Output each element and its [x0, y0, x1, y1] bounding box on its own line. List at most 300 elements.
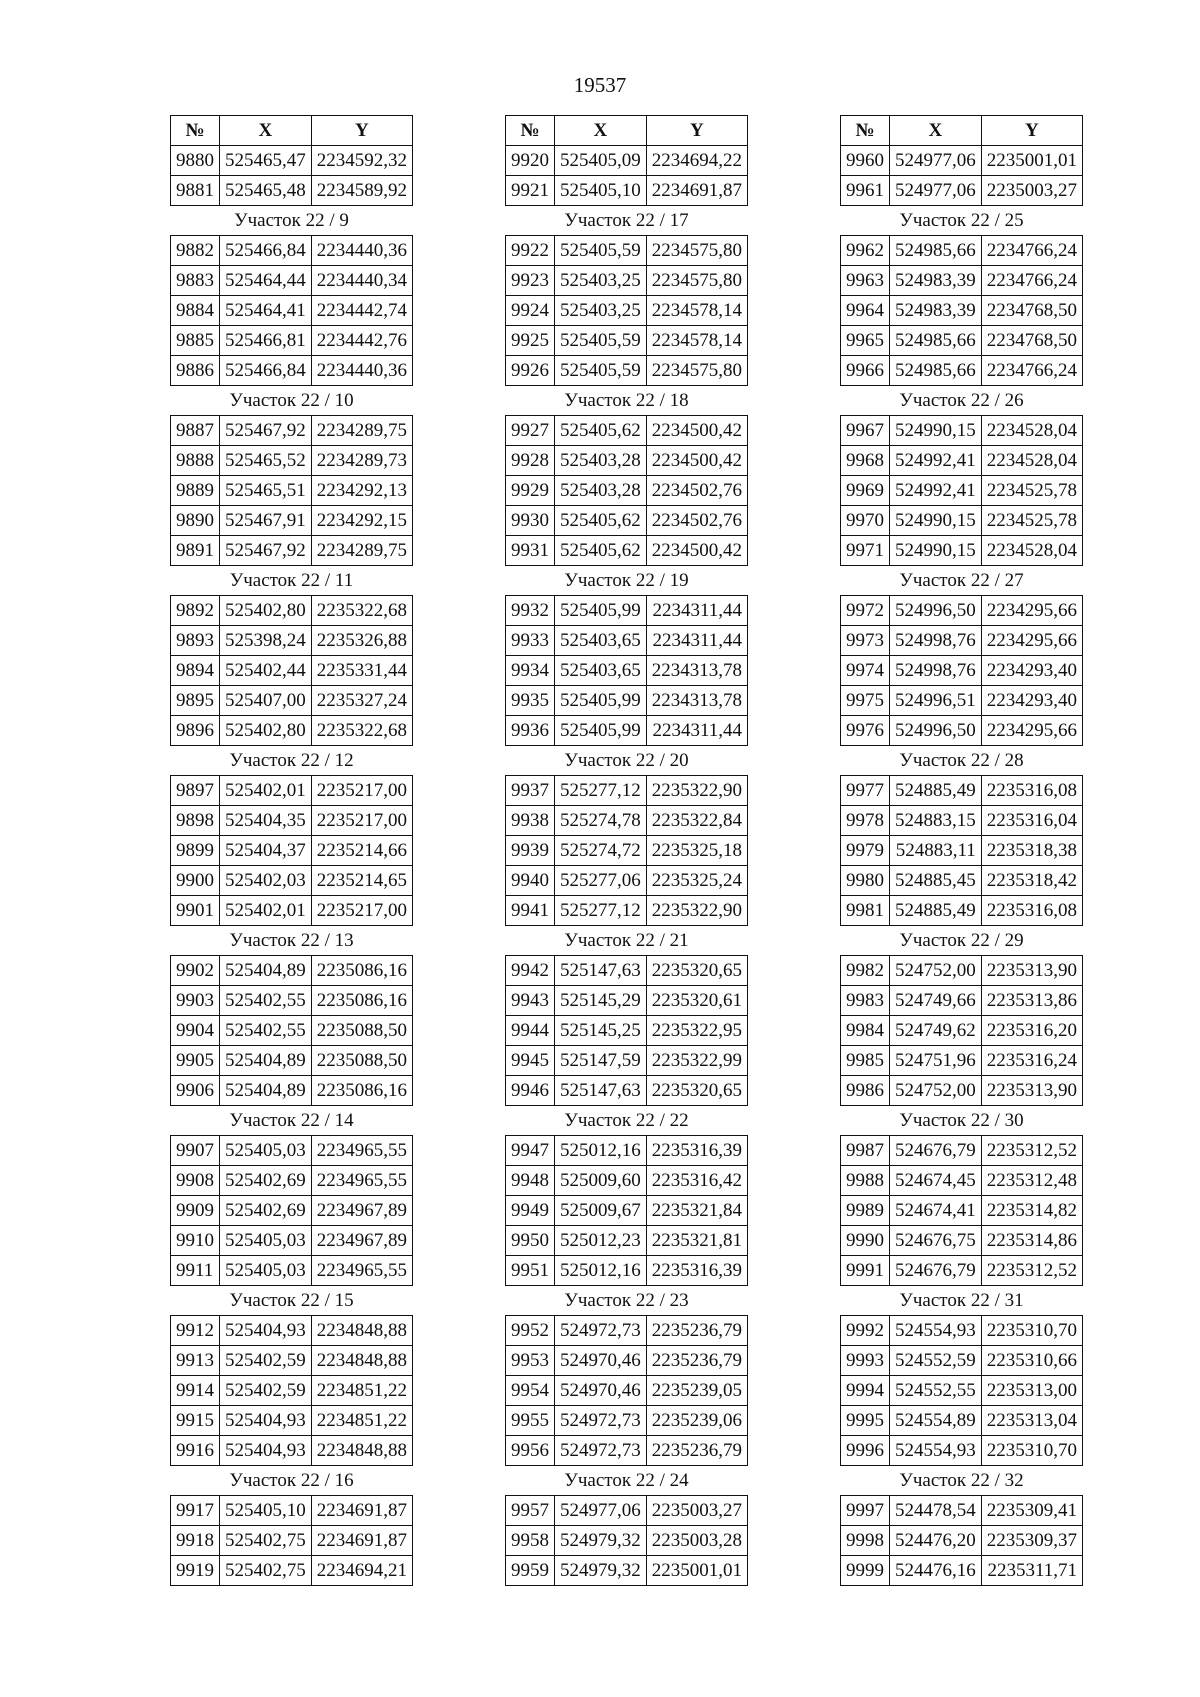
y-coordinate: 2234293,40 [981, 656, 1082, 686]
table-row [841, 446, 1083, 476]
y-coordinate: 2234528,04 [981, 416, 1082, 446]
x-coordinate: 524972,73 [555, 1316, 647, 1346]
point-number: 9995 [841, 1406, 890, 1436]
y-coordinate: 2234766,24 [981, 266, 1082, 296]
table-row [171, 1526, 413, 1556]
x-coordinate: 524992,41 [890, 446, 982, 476]
point-number: 9884 [171, 296, 220, 326]
x-coordinate: 525404,93 [220, 1436, 312, 1466]
x-coordinate: 524977,06 [555, 1496, 647, 1526]
x-coordinate: 524998,76 [890, 626, 982, 656]
y-coordinate: 2234694,21 [311, 1556, 412, 1586]
point-number: 9993 [841, 1346, 890, 1376]
y-coordinate: 2234851,22 [311, 1406, 412, 1436]
section-row [841, 386, 1083, 416]
table-row [171, 1226, 413, 1256]
section-title: Участок 22 / 31 [841, 1286, 1083, 1316]
point-number: 9982 [841, 956, 890, 986]
x-coordinate: 524985,66 [890, 356, 982, 386]
x-coordinate: 524676,79 [890, 1256, 982, 1286]
point-number: 9907 [171, 1136, 220, 1166]
y-coordinate: 2234311,44 [646, 716, 747, 746]
table-row [841, 1316, 1083, 1346]
section-title: Участок 22 / 14 [171, 1106, 413, 1136]
x-coordinate: 525404,93 [220, 1406, 312, 1436]
y-coordinate: 2234592,32 [311, 146, 412, 176]
table-row [171, 1196, 413, 1226]
x-coordinate: 525402,75 [220, 1526, 312, 1556]
point-number: 9885 [171, 326, 220, 356]
table-row [171, 1076, 413, 1106]
point-number: 9882 [171, 236, 220, 266]
table-row [841, 656, 1083, 686]
point-number: 9930 [506, 506, 555, 536]
x-coordinate: 524998,76 [890, 656, 982, 686]
table-row [841, 326, 1083, 356]
x-coordinate: 525464,44 [220, 266, 312, 296]
x-coordinate: 525009,67 [555, 1196, 647, 1226]
section-title: Участок 22 / 22 [506, 1106, 748, 1136]
table-row [171, 656, 413, 686]
y-coordinate: 2234851,22 [311, 1376, 412, 1406]
section-title: Участок 22 / 30 [841, 1106, 1083, 1136]
y-coordinate: 2234295,66 [981, 626, 1082, 656]
point-number: 9976 [841, 716, 890, 746]
x-coordinate: 525405,99 [555, 716, 647, 746]
x-coordinate: 525009,60 [555, 1166, 647, 1196]
table-row [506, 506, 748, 536]
table-row [841, 1226, 1083, 1256]
x-coordinate: 524554,93 [890, 1316, 982, 1346]
table-row [506, 446, 748, 476]
x-coordinate: 525405,59 [555, 356, 647, 386]
point-number: 9903 [171, 986, 220, 1016]
y-coordinate: 2234967,89 [311, 1226, 412, 1256]
table-row [506, 1406, 748, 1436]
point-number: 9880 [171, 146, 220, 176]
y-coordinate: 2235217,00 [311, 776, 412, 806]
table-row [506, 1016, 748, 1046]
section-row [841, 926, 1083, 956]
x-coordinate: 525403,65 [555, 656, 647, 686]
x-coordinate: 525402,03 [220, 866, 312, 896]
table-row [171, 356, 413, 386]
x-coordinate: 525277,12 [555, 896, 647, 926]
y-coordinate: 2234768,50 [981, 326, 1082, 356]
table-row [841, 176, 1083, 206]
point-number: 9997 [841, 1496, 890, 1526]
x-coordinate: 524883,15 [890, 806, 982, 836]
x-coordinate: 524751,96 [890, 1046, 982, 1076]
table-row [506, 1526, 748, 1556]
point-number: 9939 [506, 836, 555, 866]
y-coordinate: 2234691,87 [311, 1526, 412, 1556]
table-row [841, 716, 1083, 746]
section-row [841, 1286, 1083, 1316]
y-coordinate: 2234440,36 [311, 356, 412, 386]
point-number: 9927 [506, 416, 555, 446]
x-coordinate: 525466,84 [220, 356, 312, 386]
point-number: 9918 [171, 1526, 220, 1556]
table-row [171, 1436, 413, 1466]
x-coordinate: 525402,75 [220, 1556, 312, 1586]
table-row [171, 1496, 413, 1526]
point-number: 9925 [506, 326, 555, 356]
table-row [171, 176, 413, 206]
table-row [506, 1046, 748, 1076]
x-coordinate: 524554,93 [890, 1436, 982, 1466]
y-coordinate: 2235313,04 [981, 1406, 1082, 1436]
point-number: 9940 [506, 866, 555, 896]
x-coordinate: 525404,93 [220, 1316, 312, 1346]
y-coordinate: 2235316,39 [646, 1136, 747, 1166]
section-row [171, 1106, 413, 1136]
x-coordinate: 525405,62 [555, 506, 647, 536]
y-coordinate: 2235313,90 [981, 956, 1082, 986]
point-number: 9979 [841, 836, 890, 866]
y-coordinate: 2234965,55 [311, 1166, 412, 1196]
coordinate-table-1 [170, 115, 413, 1586]
point-number: 9938 [506, 806, 555, 836]
x-coordinate: 525464,41 [220, 296, 312, 326]
y-coordinate: 2235316,08 [981, 776, 1082, 806]
table-row [506, 626, 748, 656]
y-coordinate: 2235322,95 [646, 1016, 747, 1046]
x-coordinate: 525404,89 [220, 1076, 312, 1106]
section-title: Участок 22 / 15 [171, 1286, 413, 1316]
table-row [171, 296, 413, 326]
table-row [506, 1436, 748, 1466]
table-row [506, 1496, 748, 1526]
y-coordinate: 2235088,50 [311, 1016, 412, 1046]
x-coordinate: 524972,73 [555, 1436, 647, 1466]
y-coordinate: 2235003,27 [646, 1496, 747, 1526]
section-title: Участок 22 / 32 [841, 1466, 1083, 1496]
y-coordinate: 2234525,78 [981, 476, 1082, 506]
table-row [506, 1346, 748, 1376]
y-coordinate: 2235312,52 [981, 1136, 1082, 1166]
x-coordinate: 525465,47 [220, 146, 312, 176]
point-number: 9977 [841, 776, 890, 806]
section-row [506, 1286, 748, 1316]
table-row [506, 416, 748, 446]
table-row [841, 536, 1083, 566]
point-number: 9909 [171, 1196, 220, 1226]
x-coordinate: 525402,59 [220, 1346, 312, 1376]
point-number: 9974 [841, 656, 890, 686]
table-row [841, 986, 1083, 1016]
point-number: 9902 [171, 956, 220, 986]
y-coordinate: 2235313,86 [981, 986, 1082, 1016]
section-row [506, 566, 748, 596]
section-row [841, 1466, 1083, 1496]
point-number: 9948 [506, 1166, 555, 1196]
point-number: 9919 [171, 1556, 220, 1586]
table-row [841, 956, 1083, 986]
x-coordinate: 525404,89 [220, 956, 312, 986]
y-coordinate: 2234589,92 [311, 176, 412, 206]
point-number: 9946 [506, 1076, 555, 1106]
x-coordinate: 525402,01 [220, 776, 312, 806]
x-coordinate: 525405,99 [555, 596, 647, 626]
y-coordinate: 2234967,89 [311, 1196, 412, 1226]
x-coordinate: 525398,24 [220, 626, 312, 656]
table-row [171, 1406, 413, 1436]
y-coordinate: 2235217,00 [311, 806, 412, 836]
table-row [171, 536, 413, 566]
section-row [506, 746, 748, 776]
x-coordinate: 524676,79 [890, 1136, 982, 1166]
point-number: 9935 [506, 686, 555, 716]
x-coordinate: 525402,01 [220, 896, 312, 926]
point-number: 9893 [171, 626, 220, 656]
x-coordinate: 525467,92 [220, 536, 312, 566]
y-coordinate: 2235311,71 [981, 1556, 1082, 1586]
header-number: № [841, 116, 890, 146]
section-title: Участок 22 / 29 [841, 926, 1083, 956]
point-number: 9950 [506, 1226, 555, 1256]
table-row [171, 596, 413, 626]
table-row [506, 356, 748, 386]
point-number: 9896 [171, 716, 220, 746]
y-coordinate: 2234848,88 [311, 1436, 412, 1466]
y-coordinate: 2234965,55 [311, 1136, 412, 1166]
point-number: 9987 [841, 1136, 890, 1166]
table-row [506, 236, 748, 266]
table-row [841, 1256, 1083, 1286]
x-coordinate: 525405,59 [555, 326, 647, 356]
header-x: X [220, 116, 312, 146]
table-row [171, 956, 413, 986]
point-number: 9881 [171, 176, 220, 206]
section-row [841, 1106, 1083, 1136]
y-coordinate: 2234442,74 [311, 296, 412, 326]
x-coordinate: 525402,80 [220, 716, 312, 746]
table-row [506, 896, 748, 926]
table-row [841, 476, 1083, 506]
table-row [171, 686, 413, 716]
header-row [506, 116, 748, 146]
x-coordinate: 524554,89 [890, 1406, 982, 1436]
table-row [506, 146, 748, 176]
x-coordinate: 524478,54 [890, 1496, 982, 1526]
x-coordinate: 524977,06 [890, 146, 982, 176]
point-number: 9967 [841, 416, 890, 446]
point-number: 9891 [171, 536, 220, 566]
x-coordinate: 524979,32 [555, 1526, 647, 1556]
y-coordinate: 2234575,80 [646, 236, 747, 266]
point-number: 9996 [841, 1436, 890, 1466]
point-number: 9980 [841, 866, 890, 896]
x-coordinate: 524476,20 [890, 1526, 982, 1556]
table-row [506, 866, 748, 896]
section-row [171, 746, 413, 776]
x-coordinate: 525012,16 [555, 1136, 647, 1166]
x-coordinate: 525466,81 [220, 326, 312, 356]
section-row [171, 926, 413, 956]
table-row [506, 326, 748, 356]
table-row [506, 836, 748, 866]
table-row [841, 416, 1083, 446]
x-coordinate: 525407,00 [220, 686, 312, 716]
table-row [171, 626, 413, 656]
y-coordinate: 2234766,24 [981, 356, 1082, 386]
y-coordinate: 2234848,88 [311, 1316, 412, 1346]
y-coordinate: 2235314,86 [981, 1226, 1082, 1256]
point-number: 9984 [841, 1016, 890, 1046]
x-coordinate: 525405,03 [220, 1256, 312, 1286]
y-coordinate: 2234442,76 [311, 326, 412, 356]
point-number: 9961 [841, 176, 890, 206]
section-title: Участок 22 / 26 [841, 386, 1083, 416]
point-number: 9928 [506, 446, 555, 476]
point-number: 9952 [506, 1316, 555, 1346]
y-coordinate: 2235312,48 [981, 1166, 1082, 1196]
x-coordinate: 525147,63 [555, 956, 647, 986]
header-row [171, 116, 413, 146]
y-coordinate: 2235325,24 [646, 866, 747, 896]
section-row [506, 386, 748, 416]
section-row [171, 1466, 413, 1496]
table-row [841, 1076, 1083, 1106]
point-number: 9962 [841, 236, 890, 266]
table-row [506, 596, 748, 626]
x-coordinate: 524885,45 [890, 866, 982, 896]
y-coordinate: 2235331,44 [311, 656, 412, 686]
x-coordinate: 524749,62 [890, 1016, 982, 1046]
table-row [171, 476, 413, 506]
point-number: 9934 [506, 656, 555, 686]
y-coordinate: 2234295,66 [981, 716, 1082, 746]
x-coordinate: 525465,51 [220, 476, 312, 506]
point-number: 9912 [171, 1316, 220, 1346]
header-y: Y [981, 116, 1082, 146]
table-row [841, 1556, 1083, 1586]
point-number: 9959 [506, 1556, 555, 1586]
y-coordinate: 2235316,08 [981, 896, 1082, 926]
table-row [506, 656, 748, 686]
x-coordinate: 525466,84 [220, 236, 312, 266]
table-row [506, 1316, 748, 1346]
y-coordinate: 2235321,84 [646, 1196, 747, 1226]
table-row [171, 1556, 413, 1586]
point-number: 9933 [506, 626, 555, 656]
x-coordinate: 525405,62 [555, 416, 647, 446]
x-coordinate: 525404,37 [220, 836, 312, 866]
section-row [841, 206, 1083, 236]
y-coordinate: 2235236,79 [646, 1346, 747, 1376]
point-number: 9898 [171, 806, 220, 836]
x-coordinate: 524985,66 [890, 326, 982, 356]
point-number: 9937 [506, 776, 555, 806]
point-number: 9942 [506, 956, 555, 986]
table-row [841, 296, 1083, 326]
table-row [506, 986, 748, 1016]
table-row [171, 1346, 413, 1376]
table-row [841, 1436, 1083, 1466]
section-title: Участок 22 / 19 [506, 566, 748, 596]
x-coordinate: 524996,51 [890, 686, 982, 716]
section-row [171, 386, 413, 416]
y-coordinate: 2234578,14 [646, 326, 747, 356]
x-coordinate: 524674,45 [890, 1166, 982, 1196]
table-row [506, 1376, 748, 1406]
table-row [171, 266, 413, 296]
header-number: № [171, 116, 220, 146]
x-coordinate: 524996,50 [890, 716, 982, 746]
y-coordinate: 2235003,28 [646, 1526, 747, 1556]
point-number: 9986 [841, 1076, 890, 1106]
point-number: 9954 [506, 1376, 555, 1406]
y-coordinate: 2235003,27 [981, 176, 1082, 206]
table-row [841, 1526, 1083, 1556]
x-coordinate: 525467,92 [220, 416, 312, 446]
table-row [171, 1016, 413, 1046]
y-coordinate: 2234440,34 [311, 266, 412, 296]
y-coordinate: 2234500,42 [646, 536, 747, 566]
table-row [841, 776, 1083, 806]
table-row [171, 806, 413, 836]
coordinate-table-3 [840, 115, 1083, 1586]
table-row [171, 1256, 413, 1286]
x-coordinate: 525402,44 [220, 656, 312, 686]
x-coordinate: 524752,00 [890, 956, 982, 986]
x-coordinate: 525405,59 [555, 236, 647, 266]
table-row [841, 1376, 1083, 1406]
point-number: 9917 [171, 1496, 220, 1526]
y-coordinate: 2235320,61 [646, 986, 747, 1016]
y-coordinate: 2235236,79 [646, 1436, 747, 1466]
y-coordinate: 2234313,78 [646, 686, 747, 716]
table-row [841, 1346, 1083, 1376]
table-row [841, 146, 1083, 176]
y-coordinate: 2235322,99 [646, 1046, 747, 1076]
x-coordinate: 524970,46 [555, 1346, 647, 1376]
point-number: 9989 [841, 1196, 890, 1226]
x-coordinate: 525404,35 [220, 806, 312, 836]
section-row [506, 926, 748, 956]
point-number: 9991 [841, 1256, 890, 1286]
point-number: 9981 [841, 896, 890, 926]
point-number: 9910 [171, 1226, 220, 1256]
point-number: 9985 [841, 1046, 890, 1076]
section-title: Участок 22 / 17 [506, 206, 748, 236]
table-row [841, 356, 1083, 386]
point-number: 9923 [506, 266, 555, 296]
y-coordinate: 2234502,76 [646, 506, 747, 536]
y-coordinate: 2234575,80 [646, 356, 747, 386]
point-number: 9886 [171, 356, 220, 386]
table-row [506, 1166, 748, 1196]
point-number: 9916 [171, 1436, 220, 1466]
point-number: 9998 [841, 1526, 890, 1556]
point-number: 9901 [171, 896, 220, 926]
table-row [171, 506, 413, 536]
x-coordinate: 525404,89 [220, 1046, 312, 1076]
table-row [841, 1046, 1083, 1076]
point-number: 9905 [171, 1046, 220, 1076]
table-row [171, 1166, 413, 1196]
y-coordinate: 2235316,04 [981, 806, 1082, 836]
x-coordinate: 524552,55 [890, 1376, 982, 1406]
table-row [506, 476, 748, 506]
table-row [506, 1136, 748, 1166]
x-coordinate: 525467,91 [220, 506, 312, 536]
table-row [506, 1226, 748, 1256]
table-row [506, 1196, 748, 1226]
x-coordinate: 524983,39 [890, 296, 982, 326]
section-row [841, 566, 1083, 596]
